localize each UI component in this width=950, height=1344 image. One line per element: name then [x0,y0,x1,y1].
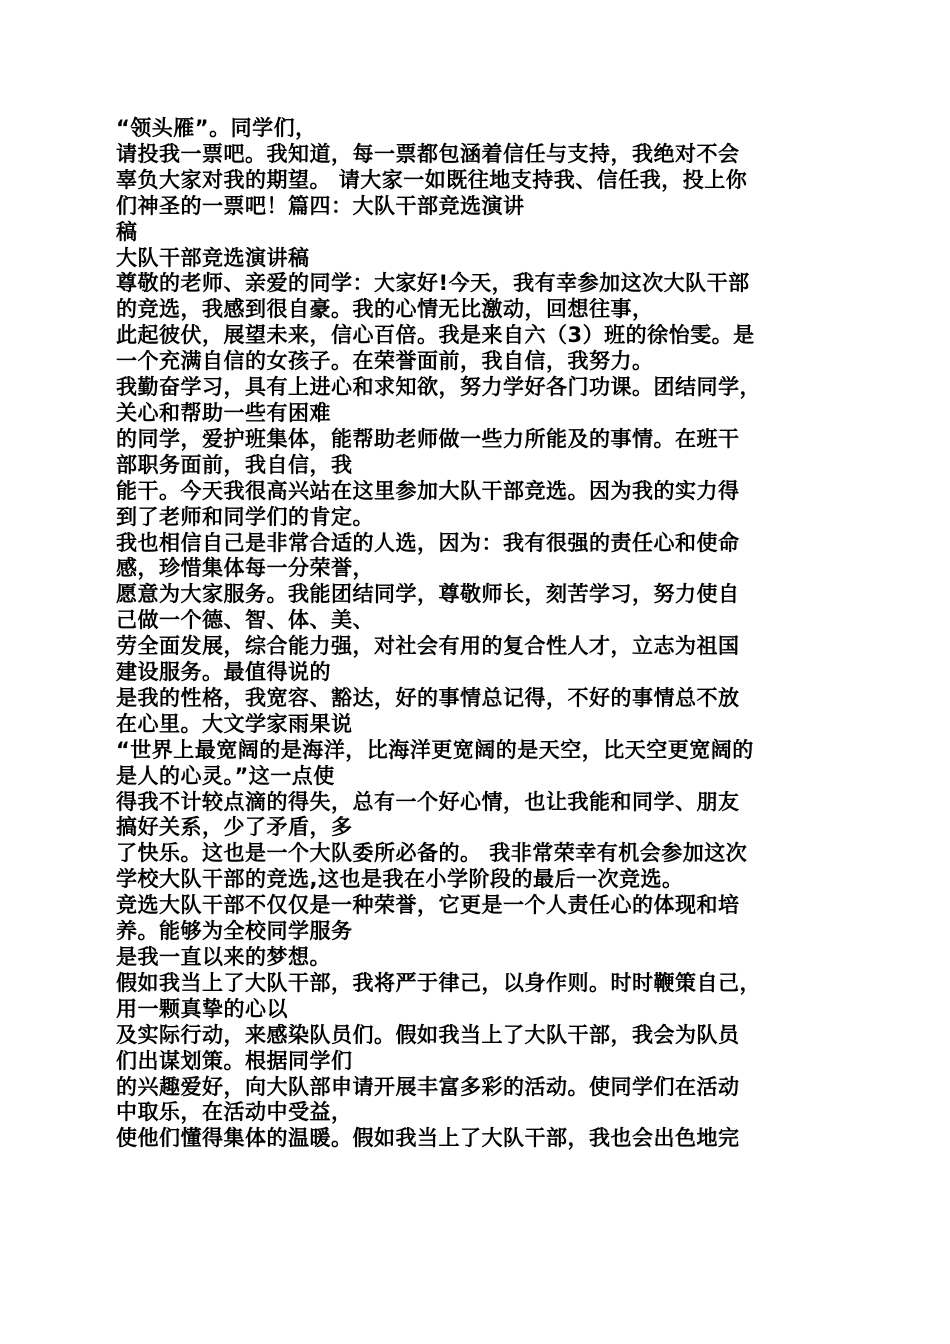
text-line: 是人的心灵。”这一点使 [116,763,335,788]
text-line: 尊敬的老师、亲爱的同学：大家好!今天，我有幸参加这次大队干部 [116,271,750,296]
text-line: 辜负大家对我的期望。 请大家一如既往地支持我、信任我，投上你 [116,167,748,192]
text-line: 到了老师和同学们的肯定。 [116,504,374,529]
text-line: 了快乐。这也是一个大队委所必备的。 我非常荣幸有机会参加这次 [116,841,748,866]
text-line: 竞选大队干部不仅仅是一种荣誉，它更是一个人责任心的体现和培 [116,893,740,918]
text-line: 们神圣的一票吧！篇四：大队干部竞选演讲 [116,193,525,218]
text-line: 在心里。大文学家雨果说 [116,711,353,736]
text-line: 得我不计较点滴的得失，总有一个好心情，也让我能和同学、朋友 [116,789,740,814]
text-line: 的兴趣爱好，向大队部申请开展丰富多彩的活动。使同学们在活动 [116,1074,740,1099]
text-line: 稿 [116,219,138,244]
text-line: “世界上最宽阔的是海洋，比海洋更宽阔的是天空，比天空更宽阔的 [116,737,754,762]
text-line: 己做一个德、智、体、美、 [116,608,374,633]
text-line: 关心和帮助一些有困难 [116,400,331,425]
text-line: 我也相信自己是非常合适的人选，因为：我有很强的责任心和使命 [116,530,740,555]
text-line: 中取乐，在活动中受益， [116,1100,353,1125]
text-line: 的同学，爱护班集体，能帮助老师做一些力所能及的事情。在班干 [116,426,740,451]
text-line: 的竞选，我感到很自豪。我的心情无比激动，回想往事， [116,297,654,322]
text-line: 是我一直以来的梦想。 [116,945,331,969]
text-line: 是我的性格，我宽容、豁达，好的事情总记得，不好的事情总不放 [116,685,740,710]
document-page [116,116,832,1152]
text-line: 愿意为大家服务。我能团结同学，尊敬师长，刻苦学习，努力使自 [116,582,740,607]
text-line: 能干。今天我很高兴站在这里参加大队干部竞选。因为我的实力得 [116,478,740,503]
text-line: 请投我一票吧。我知道，每一票都包涵着信任与支持，我绝对不会 [116,141,740,166]
text-line: 感，珍惜集体每一分荣誉， [116,556,374,581]
text-line: “领头雁”。同学们， [116,116,317,140]
text-line: 大队干部竞选演讲稿 [116,245,310,270]
text-line: 使他们懂得集体的温暖。假如我当上了大队干部，我也会出色地完 [116,1126,740,1151]
text-line: 此起彼伏，展望未来，信心百倍。我是来自六（3）班的徐怡雯。是 [116,323,755,348]
text-line: 及实际行动，来感染队员们。假如我当上了大队干部，我会为队员 [116,1022,740,1047]
text-line: 一个充满自信的女孩子。在荣誉面前，我自信，我努力。 [116,349,654,374]
text-line: 用一颗真挚的心以 [116,996,288,1021]
text-line: 建设服务。最值得说的 [116,660,331,685]
text-line: 养。能够为全校同学服务 [116,919,353,944]
text-line: 劳全面发展，综合能力强，对社会有用的复合性人才，立志为祖国 [116,634,740,659]
text-line: 搞好关系，少了矛盾，多 [116,815,353,840]
text-line: 们出谋划策。根据同学们 [116,1048,353,1073]
text-line: 学校大队干部的竞选,这也是我在小学阶段的最后一次竞选。 [116,867,684,892]
text-line: 部职务面前，我自信，我 [116,452,353,477]
text-line: 我勤奋学习，具有上进心和求知欲，努力学好各门功课。团结同学， [116,375,761,400]
text-line: 假如我当上了大队干部，我将严于律己，以身作则。时时鞭策自己， [116,970,761,995]
